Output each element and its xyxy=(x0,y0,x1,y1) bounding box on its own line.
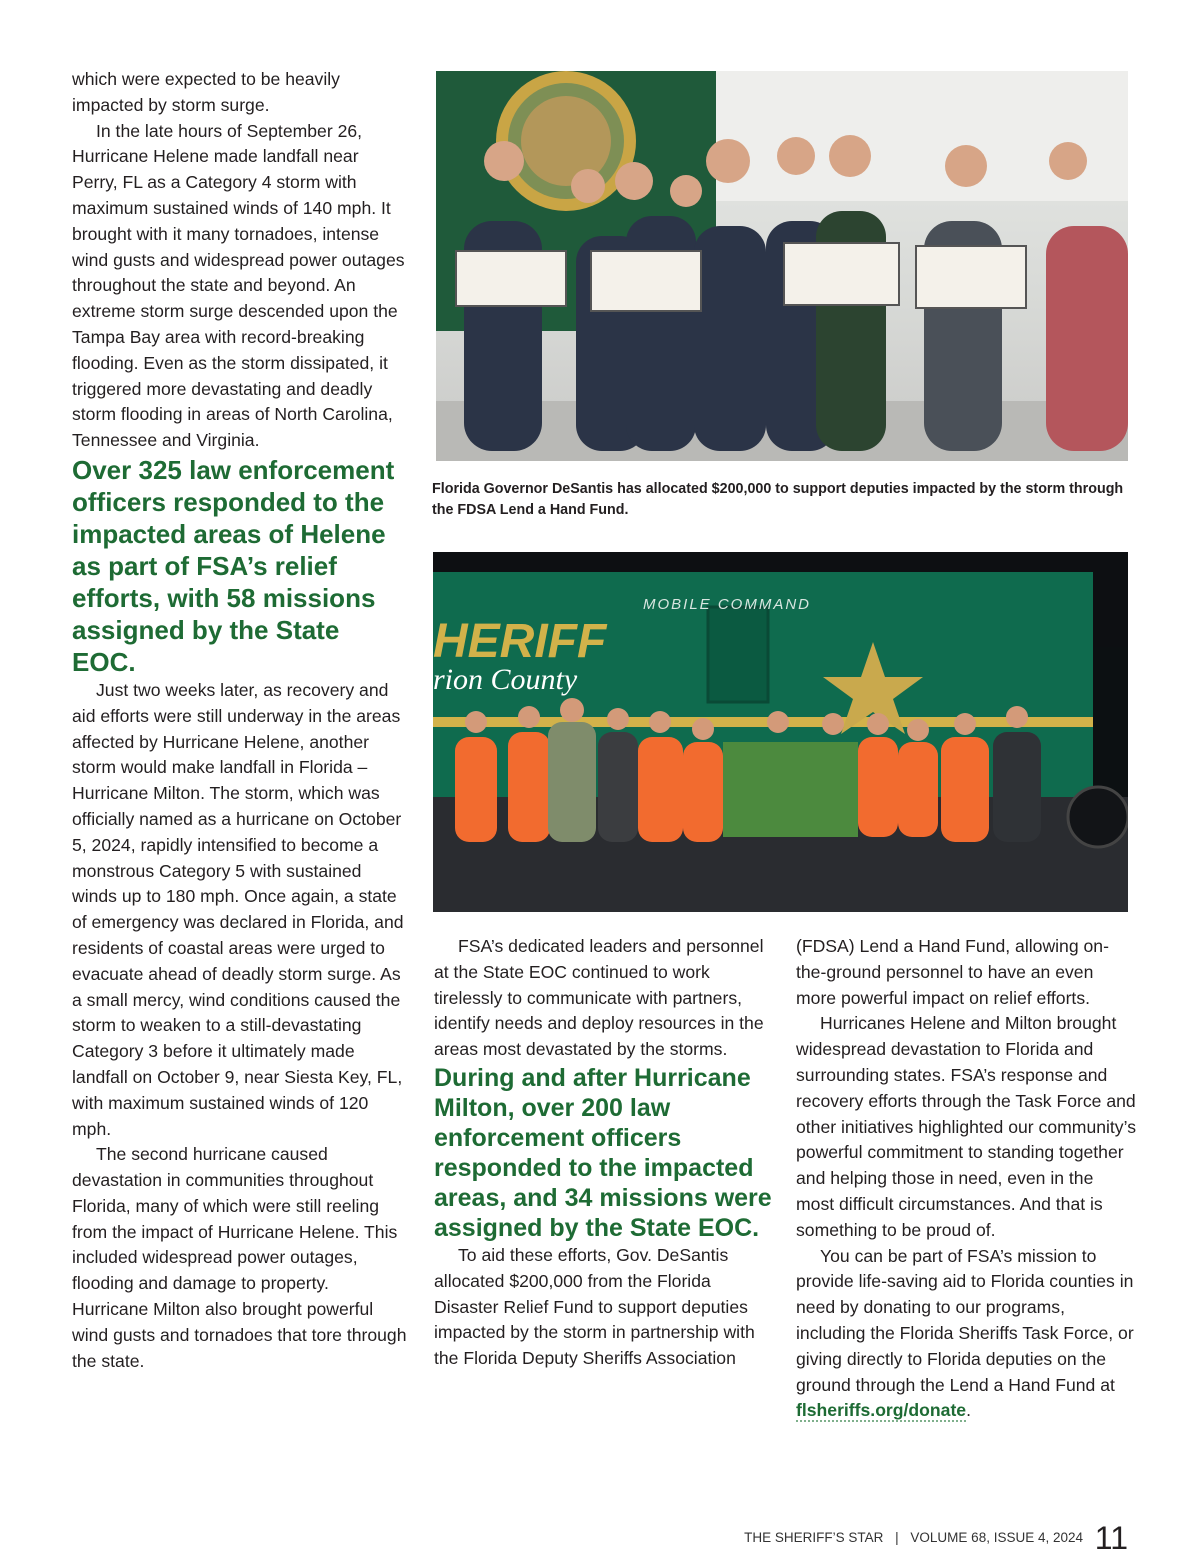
pull-quote-milton: During and after Hurricane Milton, over 200 law enforcement officers responded to the impacted areas, and 34 missions were assigned by the State EOC. xyxy=(434,1063,772,1242)
right-paragraph-2: Hurricanes Helene and Milton brought widespread devastation to Florida and surrounding states. FSA’s response and recovery efforts through the Task Force and other initiatives highlighted our community’s powerful commitment to standing together and helping those in need, even in the most difficult circumstances. And that is something to be proud of. xyxy=(796,1013,1136,1240)
right-paragraph-3 xyxy=(796,1244,1136,1425)
photo-caption: Florida Governor DeSantis has allocated $200,000 to support deputies impacted by the storm through the FDSA Lend a Hand Fund. xyxy=(432,481,1124,518)
photo-check-presentation xyxy=(436,71,1128,461)
check-presentation-illustration xyxy=(436,71,1128,461)
footer-issue: VOLUME 68, ISSUE 4, 2024 xyxy=(910,1530,1084,1545)
donate-period: . xyxy=(966,1400,971,1421)
vehicle-text-mobile-command: MOBILE COMMAND xyxy=(643,596,812,613)
left-paragraph-4: The second hurricane caused devastation in communities throughout Florida, many of which were still reeling from the impact of Hurricane Helene. This included widespread power outages, flooding and damage to property. Hurricane Milton also brought powerful wind gusts and tornadoes that tore through the state. xyxy=(72,1144,407,1371)
middle-column xyxy=(434,934,774,1372)
left-paragraph-3: Just two weeks later, as recovery and aid efforts were still underway in the areas affected by Hurricane Helene, another storm would make landfall in Florida – Hurricane Milton. The storm, which was officially named as a hurricane on October 5, 2024, rapidly intensified to become a monstrous Category 5 with sustained winds up to 180 mph. Once again, a state of emergency was declared in Florida, and residents of coastal areas were urged to evacuate ahead of deadly storm surge. As a small mercy, wind conditions caused the storm to weaken to a still-devastating Category 3 before it ultimately made landfall on October 9, near Siesta Key, FL, with maximum sustained winds of 120 mph. xyxy=(72,679,404,1139)
left-paragraph-2: In the late hours of September 26, Hurricane Helene made landfall near Perry, FL as a Category 4 storm with maximum sustained winds of 140 mph. It brought with it many tornadoes, intense wind gusts and widespread power outages throughout the state and beyond. An extreme storm surge descended upon the Tampa Bay area with record-breaking flooding. Even as the storm dissipated, it triggered more devastating and deadly storm flooding in areas of North Carolina, Tennessee and Virginia. xyxy=(72,120,405,451)
left-paragraph-1: which were expected to be heavily impacted by storm surge. xyxy=(72,69,340,115)
donate-text: You can be part of FSA’s mission to provide life-saving aid to Florida counties in need by donating to our programs, including the Florida Sheriffs Task Force, or giving directly to Florida deputies on the ground through the Lend a Hand Fund at xyxy=(796,1245,1134,1395)
page-number: 11 xyxy=(1094,1520,1128,1556)
donate-link[interactable]: flsheriffs.org/donate xyxy=(796,1400,967,1421)
vehicle-text-sheriff: HERIFF xyxy=(433,615,607,668)
middle-paragraph-2: To aid these efforts, Gov. DeSantis allocated $200,000 from the Florida Disaster Relief Fund to support deputies impacted by the storm in partnership with the Florida Deputy Sheriffs Association xyxy=(434,1244,755,1369)
right-paragraph-1: (FDSA) Lend a Hand Fund, allowing on-the-ground personnel to have an even more powerful impact on relief efforts. xyxy=(796,936,1109,1008)
footer-separator: | xyxy=(895,1530,899,1545)
middle-paragraph-1: FSA’s dedicated leaders and personnel at the State EOC continued to work tirelessly to communicate with partners, identify needs and deploy resources in the areas most devastated by the storms. xyxy=(434,936,764,1060)
footer-publication: THE SHERIFF’S STAR xyxy=(744,1530,884,1545)
photo-mobile-command-group xyxy=(433,552,1128,912)
mobile-command-illustration xyxy=(433,552,1128,912)
pull-quote-helene: Over 325 law enforcement officers responded to the impacted areas of Helene as part of FSA’s relief efforts, with 58 missions assigned by the State EOC. xyxy=(72,454,395,677)
page-footer xyxy=(600,1520,1128,1557)
vehicle-text-county: rion County xyxy=(433,663,578,696)
left-column xyxy=(72,67,407,1374)
right-column xyxy=(796,934,1136,1424)
